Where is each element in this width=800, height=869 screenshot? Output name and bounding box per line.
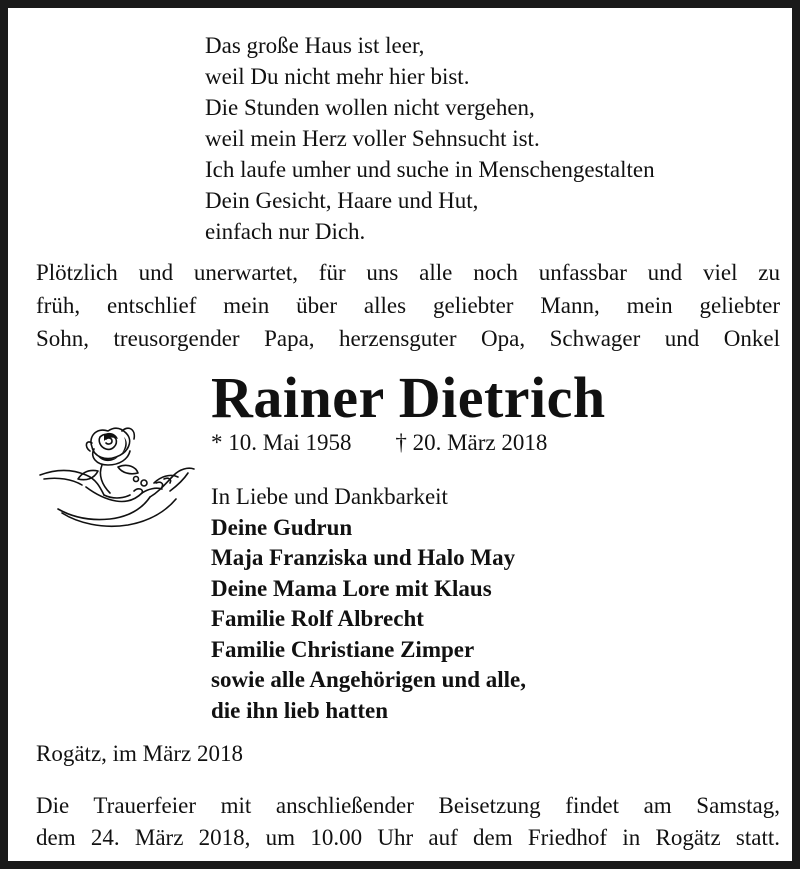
poem-line: weil mein Herz voller Sehnsucht ist. xyxy=(205,126,540,151)
mourners-list xyxy=(211,482,526,726)
place-and-date: Rogätz, im März 2018 xyxy=(36,741,243,766)
mourners-intro: In Liebe und Dankbarkeit xyxy=(211,484,448,509)
announcement-text xyxy=(36,256,780,355)
poem-line: Ich laufe umher und suche in Menschengestalten xyxy=(205,157,655,182)
poem-line: Dein Gesicht, Haare und Hut, xyxy=(205,188,479,213)
life-dates xyxy=(211,428,547,458)
announcement-line: früh, entschlief mein über alles geliebter Mann, mein geliebter xyxy=(36,293,780,318)
mourner-name: Familie Rolf Albrecht xyxy=(211,606,424,631)
poem-line: Die Stunden wollen nicht vergehen, xyxy=(205,95,535,120)
mourner-name: sowie alle Angehörigen und alle, xyxy=(211,667,526,692)
mourner-name: Familie Christiane Zimper xyxy=(211,636,475,662)
mourner-name: Deine Mama Lore mit Klaus xyxy=(211,575,492,601)
deceased-name: Rainer Dietrich xyxy=(211,365,606,430)
death-date: † 20. März 2018 xyxy=(395,430,548,455)
funeral-line: dem 24. März 2018, um 10.00 Uhr auf dem Friedhof in Rogätz statt. xyxy=(36,825,780,850)
announcement-line: Plötzlich und unerwartet, für uns alle noch unfassbar und viel zu xyxy=(36,260,780,285)
mourner-name: die ihn lieb hatten xyxy=(211,697,389,723)
funeral-line: Die Trauerfeier mit anschließender Beisetzung findet am Samstag, xyxy=(36,793,780,818)
mourner-name: Maja Franziska und Halo May xyxy=(211,545,516,570)
announcement-line: Sohn, treusorgender Papa, herzensguter Opa, Schwager und Onkel xyxy=(36,326,780,351)
poem-line: einfach nur Dich. xyxy=(205,219,366,244)
birth-date: * 10. Mai 1958 xyxy=(211,430,352,455)
mourner-name: Deine Gudrun xyxy=(211,514,353,540)
poem-line: Das große Haus ist leer, xyxy=(205,33,425,58)
funeral-info xyxy=(36,790,780,854)
poem xyxy=(205,30,655,247)
rose-in-hands-icon xyxy=(38,413,198,553)
poem-line: weil Du nicht mehr hier bist. xyxy=(205,64,470,89)
